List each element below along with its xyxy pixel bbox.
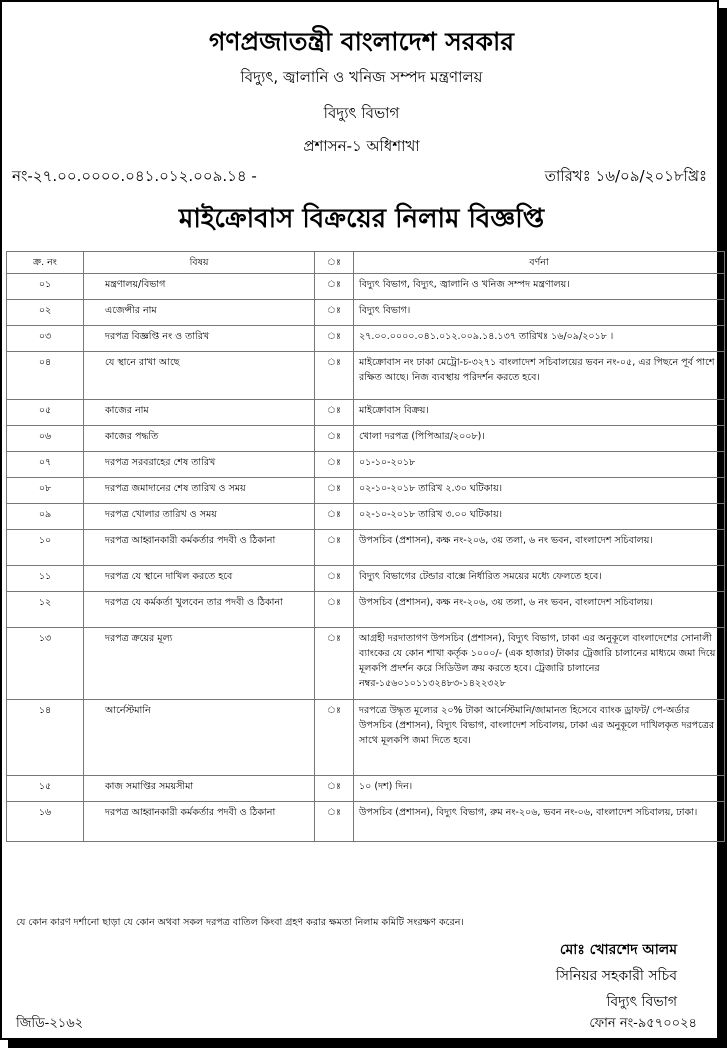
row-subject-text: আর্নেস্টমানি (105, 705, 151, 716)
row-subject (84, 452, 315, 478)
row-subject-text: কাজের পদ্ধতি (105, 431, 159, 442)
row-subject-text: যে স্থানে রাখা আছে (105, 357, 180, 368)
row-serial: ০৬ (7, 426, 84, 452)
table-row (7, 776, 725, 802)
row-subject-text: দরপত্র বিজ্ঞপ্তি নং ও তারিখ (105, 331, 210, 342)
row-colon: ঃ (315, 802, 354, 842)
page-shadow-bottom (8, 1040, 727, 1048)
row-serial: ০৩ (7, 326, 84, 352)
row-subject-text: দরপত্র ক্রয়ের মূল্য (105, 633, 173, 644)
government-heading: গণপ্রজাতন্ত্রী বাংলাদেশ সরকার (209, 27, 514, 56)
row-subject-text: এজেন্সীর নাম (105, 305, 157, 316)
row-description: ০২-১০-২০১৮ তারিখ ২.৩০ ঘটিকায়। (354, 478, 725, 504)
table-row (7, 628, 725, 700)
row-subject (84, 426, 315, 452)
row-description: আগ্রহী দরদাতাগণ উপসচিব (প্রশাসন), বিদ্যুৎ বিভাগ, ঢাকা এর অনুকূলে বাংলাদেশের সোনালী ব্যাংকের যে কোন শাখা কর্তৃক ১০০০/- (এক হাজার) টাকার ট্রেজারি চালানের মাধ্যমে জমা দিয়ে মূলকপি প্রদর্শন করে সিডিউল ক্রয় করতে হবে। ট্রেজারি চালানের নম্বর-১৫৬০১০১১৩২৪৮৩-১৪২২৩২৮ (354, 628, 725, 700)
table-row (7, 566, 725, 592)
row-serial: ১০ (7, 530, 84, 566)
row-description: খোলা দরপত্র (পিপিআর/২০০৮)। (354, 426, 725, 452)
row-serial: ০৯ (7, 504, 84, 530)
row-description: দরপত্রে উদ্ধৃত মূল্যের ২০% টাকা আর্নেস্টমানি/জামানত হিসেবে ব্যাংক ড্রাফট/ পে-অর্ডার উপসচিব (প্রশাসন), বিদ্যুৎ বিভাগ, বাংলাদেশ সচিবালয়, ঢাকা এর অনুকূলে দাখিলকৃত দরপত্রের সাথে মূলকপি জমা দিতে হবে। (354, 700, 725, 776)
ministry-heading: বিদ্যুৎ, জ্বালানি ও খনিজ সম্পদ মন্ত্রণালয় (240, 68, 483, 86)
row-colon: ঃ (315, 274, 354, 300)
phone-number: ফোন নং-৯৫৭০০২৪ (589, 1016, 697, 1031)
row-colon: ঃ (315, 700, 354, 776)
row-serial: ১৫ (7, 776, 84, 802)
row-subject (84, 592, 315, 628)
row-subject (84, 802, 315, 842)
table-row (7, 452, 725, 478)
row-description: বিদ্যুৎ বিভাগের টেন্ডার বাক্সে নির্ধারিত সময়ের মধ্যে ফেলতে হবে। (354, 566, 725, 592)
row-subject-text: দরপত্র যে স্থানে দাখিল করতে হবে (105, 571, 233, 582)
row-description: উপসচিব (প্রশাসন), কক্ষ নং-২০৬, ৩য় তলা, ৬ নং ভবন, বাংলাদেশ সচিবালয়। (354, 530, 725, 566)
row-serial: ০৮ (7, 478, 84, 504)
row-colon: ঃ (315, 530, 354, 566)
row-serial: ০১ (7, 274, 84, 300)
row-subject-text: কাজের নাম (105, 405, 149, 416)
row-description: ০২-১০-২০১৮ তারিখ ৩.০০ ঘটিকায়। (354, 504, 725, 530)
row-description: উপসচিব (প্রশাসন), কক্ষ নং-২০৬, ৩য় তলা, ৬ নং ভবন, বাংলাদেশ সচিবালয়। (354, 592, 725, 628)
row-colon: ঃ (315, 452, 354, 478)
row-description: বিদ্যুৎ বিভাগ। (354, 300, 725, 326)
row-colon: ঃ (315, 504, 354, 530)
table-row (7, 592, 725, 628)
row-serial: ১২ (7, 592, 84, 628)
row-subject (84, 400, 315, 426)
row-subject-text: মন্ত্রণালয়/বিভাগ (105, 279, 166, 290)
table-row (7, 700, 725, 776)
table-row (7, 300, 725, 326)
table-header-row (7, 252, 725, 274)
row-colon: ঃ (315, 326, 354, 352)
header-colon: ঃ (315, 252, 354, 274)
table-row (7, 326, 725, 352)
row-subject (84, 274, 315, 300)
row-colon: ঃ (315, 628, 354, 700)
row-subject (84, 352, 315, 400)
row-serial: ১৬ (7, 802, 84, 842)
row-subject (84, 566, 315, 592)
signatory-designation: সিনিয়র সহকারী সচিব (555, 968, 677, 984)
row-subject-text: দরপত্র আহ্বানকারী কর্মকর্তার পদবী ও ঠিকানা (105, 807, 276, 818)
row-description: মাইক্রোবাস বিক্রয়। (354, 400, 725, 426)
table-row (7, 400, 725, 426)
table-row (7, 478, 725, 504)
row-colon: ঃ (315, 592, 354, 628)
signatory-name: মোঃ খোরশেদ আলম (559, 942, 677, 958)
row-subject (84, 504, 315, 530)
row-subject (84, 700, 315, 776)
row-serial: ১১ (7, 566, 84, 592)
memo-number: নং-২৭.০০.০০০০.০৪১.০১২.০০৯.১৪ - (12, 167, 257, 185)
row-serial: ০২ (7, 300, 84, 326)
gd-number: জিডি-২১৬২ (16, 1016, 84, 1031)
row-subject (84, 478, 315, 504)
row-description: ২৭.০০.০০০০.০৪১.০১২.০০৯.১৪.১৩৭ তারিখঃ ১৬/০৯/২০১৮ । (354, 326, 725, 352)
table-row (7, 530, 725, 566)
notice-date: তারিখঃ ১৬/০৯/২০১৮খ্রিঃ (544, 167, 707, 185)
row-colon: ঃ (315, 478, 354, 504)
table-row (7, 802, 725, 842)
row-subject-text: দরপত্র খোলার তারিখ ও সময় (105, 509, 217, 520)
branch-heading: প্রশাসন-১ অধিশাখা (303, 137, 420, 155)
row-serial: ০৭ (7, 452, 84, 478)
row-description: উপসচিব (প্রশাসন), বিদ্যুৎ বিভাগ, রুম নং-২০৬, ভবন নং-০৬, বাংলাদেশ সচিবালয়, ঢাকা। (354, 802, 725, 842)
row-serial: ১৩ (7, 628, 84, 700)
table-row (7, 274, 725, 300)
row-subject (84, 628, 315, 700)
division-heading: বিদ্যুৎ বিভাগ (323, 104, 400, 122)
header-description: বর্ণনা (354, 252, 725, 274)
row-colon: ঃ (315, 300, 354, 326)
row-serial: ০৫ (7, 400, 84, 426)
row-subject (84, 326, 315, 352)
signatory-office: বিদ্যুৎ বিভাগ (606, 994, 677, 1010)
row-subject-text: কাজ সমাপ্তির সময়সীমা (105, 781, 194, 792)
header-subject: বিষয় (84, 252, 315, 274)
row-colon: ঃ (315, 400, 354, 426)
table-row (7, 352, 725, 400)
row-serial: ০৪ (7, 352, 84, 400)
disclaimer-note: যে কোন কারণ দর্শানো ছাড়া যে কোন অথবা সকল দরপত্র বাতিল কিংবা গ্রহণ করার ক্ষমতা নিলাম কমিটি সংরক্ষণ করেন। (16, 917, 464, 928)
row-subject-text: দরপত্র সরবরাহের শেষ তারিখ (105, 457, 216, 468)
row-subject-text: দরপত্র আহ্বানকারী কর্মকর্তার পদবী ও ঠিকানা (105, 535, 276, 546)
row-subject (84, 776, 315, 802)
notice-table (6, 251, 725, 842)
row-subject-text: দরপত্র যে কর্মকর্তা খুলবেন তার পদবী ও ঠিকানা (105, 597, 283, 608)
notice-title: মাইক্রোবাস বিক্রয়ের নিলাম বিজ্ঞপ্তি (178, 204, 545, 234)
row-subject-text: দরপত্র জমাদানের শেষ তারিখ ও সময় (105, 483, 246, 494)
header-serial: ক্র. নং (7, 252, 84, 274)
row-subject (84, 300, 315, 326)
row-colon: ঃ (315, 566, 354, 592)
row-subject (84, 530, 315, 566)
row-colon: ঃ (315, 352, 354, 400)
table-row (7, 426, 725, 452)
table-row (7, 504, 725, 530)
row-description: বিদ্যুৎ বিভাগ, বিদ্যুৎ, জ্বালানি ও খনিজ সম্পদ মন্ত্রণালয়। (354, 274, 725, 300)
row-serial: ১৪ (7, 700, 84, 776)
row-description: ০১-১০-২০১৮ (354, 452, 725, 478)
row-description: মাইক্রোবাস নং ঢাকা মেট্রো-চ-৩২৭১ বাংলাদেশ সচিবালয়ের ভবন নং-০৫, এর পিছনে পূর্ব পাশে রক্ষিত আছে। নিজ ব্যবস্থায় পরিদর্শন করতে হবে। (354, 352, 725, 400)
row-colon: ঃ (315, 776, 354, 802)
row-colon: ঃ (315, 426, 354, 452)
row-description: ১০ (দশ) দিন। (354, 776, 725, 802)
